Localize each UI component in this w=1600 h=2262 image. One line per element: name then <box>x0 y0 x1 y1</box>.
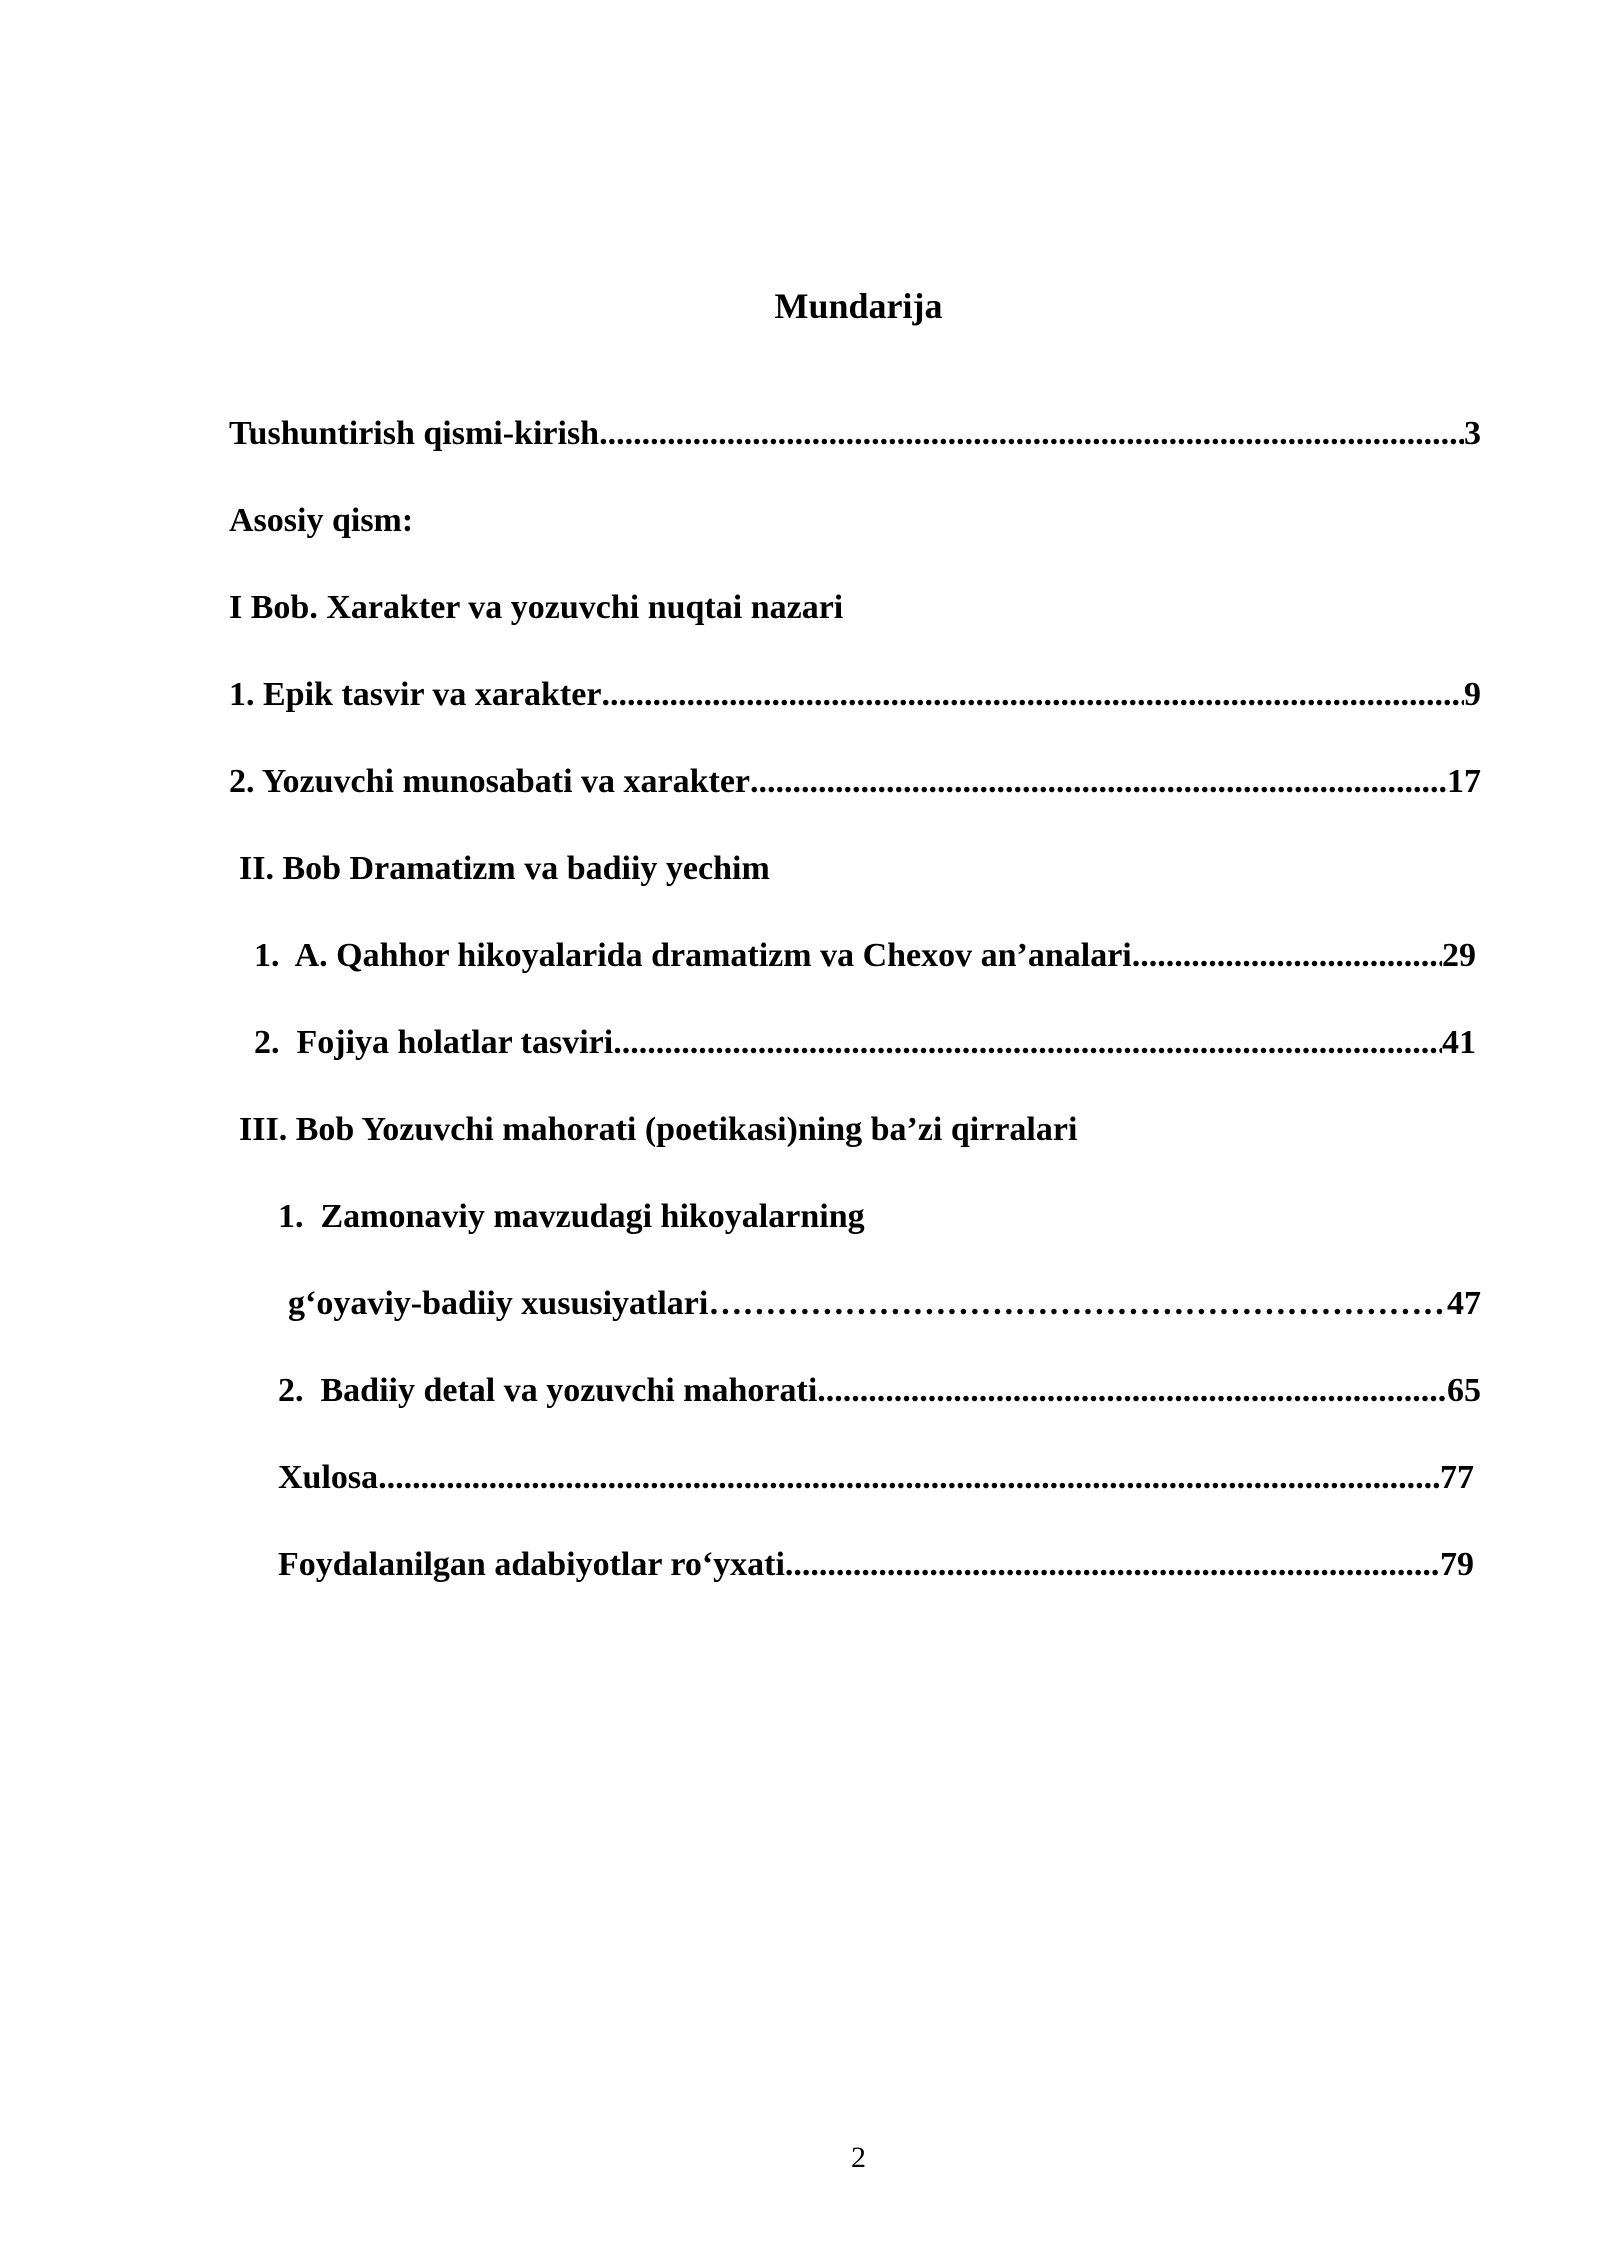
toc-entry-label: Foydalanilgan adabiyotlar ro‘yxati <box>278 1546 785 1583</box>
toc-entry-2-1 <box>254 934 1476 978</box>
dot-leader <box>601 673 1464 717</box>
dot-leader <box>1132 934 1442 978</box>
toc-entry-label: 2. Fojiya holatlar tasviri <box>254 1024 614 1061</box>
dot-leader <box>750 760 1447 804</box>
toc-chapter-2 <box>239 847 770 891</box>
toc-entry-label: I Bob. Xarakter va yozuvchi nuqtai nazari <box>229 589 844 626</box>
toc-entry-label: Xulosa <box>278 1459 379 1496</box>
toc-page-number: 77 <box>1440 1459 1474 1496</box>
dot-leader <box>613 1021 1442 1065</box>
toc-entry-label: II. Bob Dramatizm va badiiy yechim <box>239 850 770 887</box>
toc-entry-3-1-line-2 <box>288 1282 1481 1326</box>
dot-leader <box>817 1369 1447 1413</box>
toc-page-number: 29 <box>1442 937 1476 974</box>
toc-entry-1-1 <box>229 673 1481 717</box>
toc-entry-3-2 <box>278 1369 1481 1413</box>
toc-entry-3-1-line-1 <box>278 1195 865 1239</box>
toc-entry-label: Tushuntirish qismi-kirish <box>229 415 600 452</box>
toc-entry-introduction <box>229 412 1481 456</box>
toc-page-number: 47 <box>1447 1285 1481 1322</box>
toc-entry-1-2 <box>229 760 1481 804</box>
toc-page-number: 65 <box>1447 1372 1481 1409</box>
toc-entry-references <box>278 1543 1474 1587</box>
toc-entry-label: 1. A. Qahhor hikoyalarida dramatizm va Chexov an’analari <box>254 937 1132 974</box>
dot-leader <box>599 412 1464 456</box>
dot-leader <box>785 1543 1440 1587</box>
page-number: 2 <box>851 2141 866 2174</box>
toc-chapter-3 <box>239 1108 1077 1152</box>
toc-entry-label: 1. Zamonaviy mavzudagi hikoyalarning <box>278 1198 865 1235</box>
page-title: Mundarija <box>774 286 943 326</box>
toc-entry-2-2 <box>254 1021 1476 1065</box>
toc-page-number: 9 <box>1464 676 1481 713</box>
toc-entry-label: III. Bob Yozuvchi mahorati (poetikasi)ning ba’zi qirralari <box>239 1111 1078 1148</box>
toc-page-number: 3 <box>1464 415 1481 452</box>
toc-entry-label: 1. Epik tasvir va xarakter <box>229 676 602 713</box>
toc-page-number: 17 <box>1447 763 1481 800</box>
toc-page-number: 41 <box>1442 1024 1476 1061</box>
toc-entry-label: 2. Yozuvchi munosabati va xarakter <box>229 763 751 800</box>
toc-entry-conclusion <box>278 1456 1474 1500</box>
toc-entry-label: 2. Badiiy detal va yozuvchi mahorati <box>278 1372 818 1409</box>
toc-heading-main-part <box>229 499 413 543</box>
toc-entry-label: g‘oyaviy-badiiy xususiyatlari <box>288 1285 709 1322</box>
dot-leader <box>708 1282 1447 1326</box>
dot-leader <box>378 1456 1440 1500</box>
toc-chapter-1 <box>229 586 843 630</box>
toc-entry-label: Asosiy qism: <box>229 502 414 539</box>
toc-page-number: 79 <box>1440 1546 1474 1583</box>
